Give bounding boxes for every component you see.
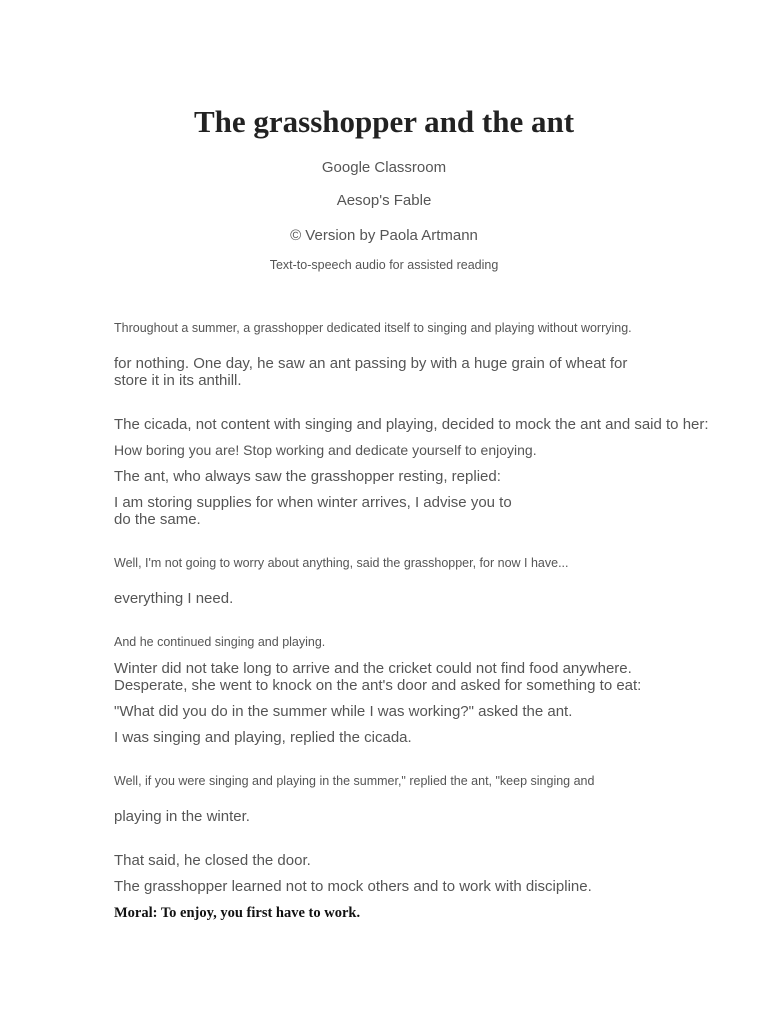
paragraph-8: Winter did not take long to arrive and the cricket could not find food anywhere. Desperate, she went to knock on the ant's door and asked for something to eat:	[114, 660, 642, 694]
audio-note: Text-to-speech audio for assisted reading	[269, 258, 499, 272]
paragraph-6	[114, 537, 754, 625]
paragraph-13: The grasshopper learned not to mock others and to work with discipline.	[114, 878, 592, 895]
paragraph-11-line-1: Well, if you were singing and playing in the summer," replied the ant, "keep singing and	[114, 774, 595, 788]
paragraph-7: And he continued singing and playing.	[114, 635, 326, 649]
paragraph-11-line-2: playing in the winter.	[114, 808, 250, 825]
paragraph-9: "What did you do in the summer while I was working?" asked the ant.	[114, 703, 573, 720]
document-header	[0, 102, 768, 273]
paragraph-6-line-1: Well, I'm not going to worry about anything, said the grasshopper, for now I have...	[114, 556, 569, 570]
document-title: The grasshopper and the ant	[193, 104, 575, 139]
paragraph-3: How boring you are! Stop working and dedicate yourself to enjoying.	[114, 442, 537, 458]
story-body	[114, 302, 754, 922]
paragraph-6-line-2: everything I need.	[114, 590, 234, 607]
story-moral: Moral: To enjoy, you first have to work.	[114, 905, 361, 921]
genre-label: Aesop's Fable	[336, 192, 432, 209]
version-credit: © Version by Paola Artmann	[290, 227, 478, 244]
paragraph-12: That said, he closed the door.	[114, 852, 311, 869]
paragraph-1-line-2: for nothing. One day, he saw an ant passing by with a huge grain of wheat for store it in its anthill.	[114, 355, 628, 389]
paragraph-1-line-1: Throughout a summer, a grasshopper dedicated itself to singing and playing without worrying.	[114, 321, 632, 335]
paragraph-4: The ant, who always saw the grasshopper resting, replied:	[114, 468, 501, 485]
paragraph-2: The cicada, not content with singing and playing, decided to mock the ant and said to her:	[114, 416, 709, 433]
platform-label: Google Classroom	[321, 159, 447, 176]
paragraph-11	[114, 755, 754, 843]
paragraph-1	[114, 302, 754, 407]
paragraph-10: I was singing and playing, replied the cicada.	[114, 729, 412, 746]
paragraph-5: I am storing supplies for when winter arrives, I advise you to do the same.	[114, 494, 512, 528]
